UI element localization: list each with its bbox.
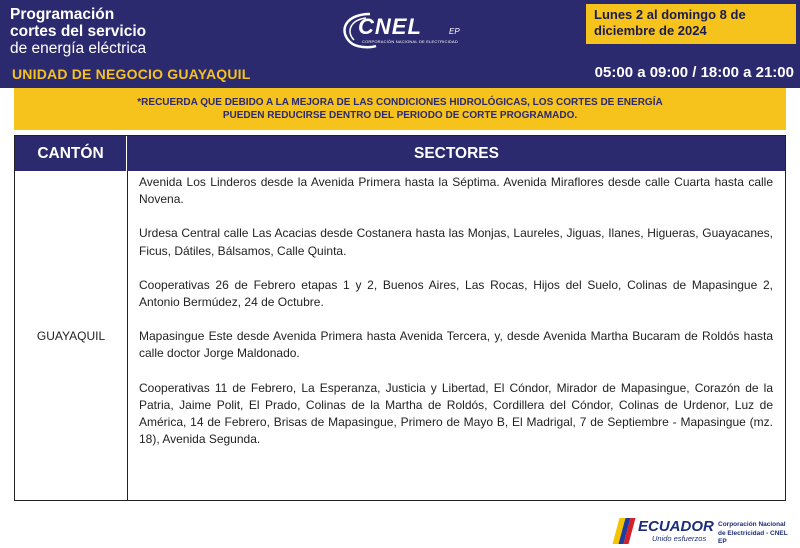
business-unit-label: UNIDAD DE NEGOCIO GUAYAQUIL [12,66,251,82]
logo-suffix: EP [449,27,460,36]
sector-paragraph: Cooperativas 11 de Febrero, La Esperanza, Justicia y Libertad, El Cóndor, Mirador de Mapasingue, Corazón de la Patria, Jaime Polit, El Prado, Colinas de la Martha de Roldós, Cordillera del Cóndor, Colinas de Urdenor, Luz de América, 14 de Febrero, Brisas de Mapasingue, Primero de Mayo B, El Madrigal, 7 de Septiembre - Mapasingue (mz. 18), Avenida Segunda. [139,380,773,447]
logo-subtitle: CORPORACIÓN NACIONAL DE ELECTRICIDAD [362,39,458,44]
sector-paragraph: Urdesa Central calle Las Acacias desde Costanera hasta las Monjas, Laureles, Jiguas, Ilanes, Higueras, Guayacanes, Ficus, Dátiles, Bálsamos, Calle Quinta. [139,226,773,258]
title-line-2: cortes del servicio [10,23,147,40]
cnel-logo [336,10,476,50]
header-title [10,6,146,57]
outage-hours: 05:00 a 09:00 / 18:00 a 21:00 [594,64,794,81]
notice-line-1: *RECUERDA QUE DEBIDO A LA MEJORA DE LAS CONDICIONES HIDROLÓGICAS, LOS CORTES DE ENERGÍA [137,97,663,108]
column-divider [127,171,128,500]
sectors-cell [139,174,773,465]
ecuador-flag-icon [616,518,634,544]
logo-text: CNEL [358,14,422,39]
date-line-2: diciembre de 2024 [594,23,707,38]
footer-logo [612,516,798,546]
sector-paragraph: Cooperativas 26 de Febrero etapas 1 y 2, Buenos Aires, Las Rocas, Hijos del Suelo, Colinas de Mapasingue 2, Antonio Bermúdez, 24 de Octubre. [139,277,773,310]
canton-cell: GUAYAQUIL [36,328,106,343]
sector-paragraph: Mapasingue Este desde Avenida Primera hasta Avenida Tercera, y, desde Avenida Martha Bucaram de Roldós hasta calle doctor Jorge Maldonado. [139,329,773,361]
date-range-box [586,4,796,44]
title-line-3: de energía eléctrica [10,40,147,57]
column-header-sectores: SECTORES [414,144,499,162]
header-banner [0,0,800,88]
corporation-label [718,521,798,547]
corp-line-1: Corporación Nacional [718,521,786,528]
date-line-1: Lunes 2 al domingo 8 de [594,7,746,22]
title-line-1: Programación [10,6,115,23]
ecuador-wordmark: ECUADOR [638,518,714,535]
sector-paragraph: Avenida Los Linderos desde la Avenida Primera hasta la Séptima. Avenida Miraflores desde calle Cuarta hasta calle Novena. [139,175,773,207]
ecuador-slogan: Unido esfuerzos [652,534,707,543]
notice-banner [14,88,786,130]
column-header-canton: CANTÓN [15,136,127,171]
table-header [15,136,785,171]
corp-line-2: de Electricidad - CNEL EP [718,529,788,545]
schedule-table [14,135,786,501]
notice-line-2: PUEDEN REDUCIRSE DENTRO DEL PERIODO DE CORTE PROGRAMADO. [222,110,578,121]
